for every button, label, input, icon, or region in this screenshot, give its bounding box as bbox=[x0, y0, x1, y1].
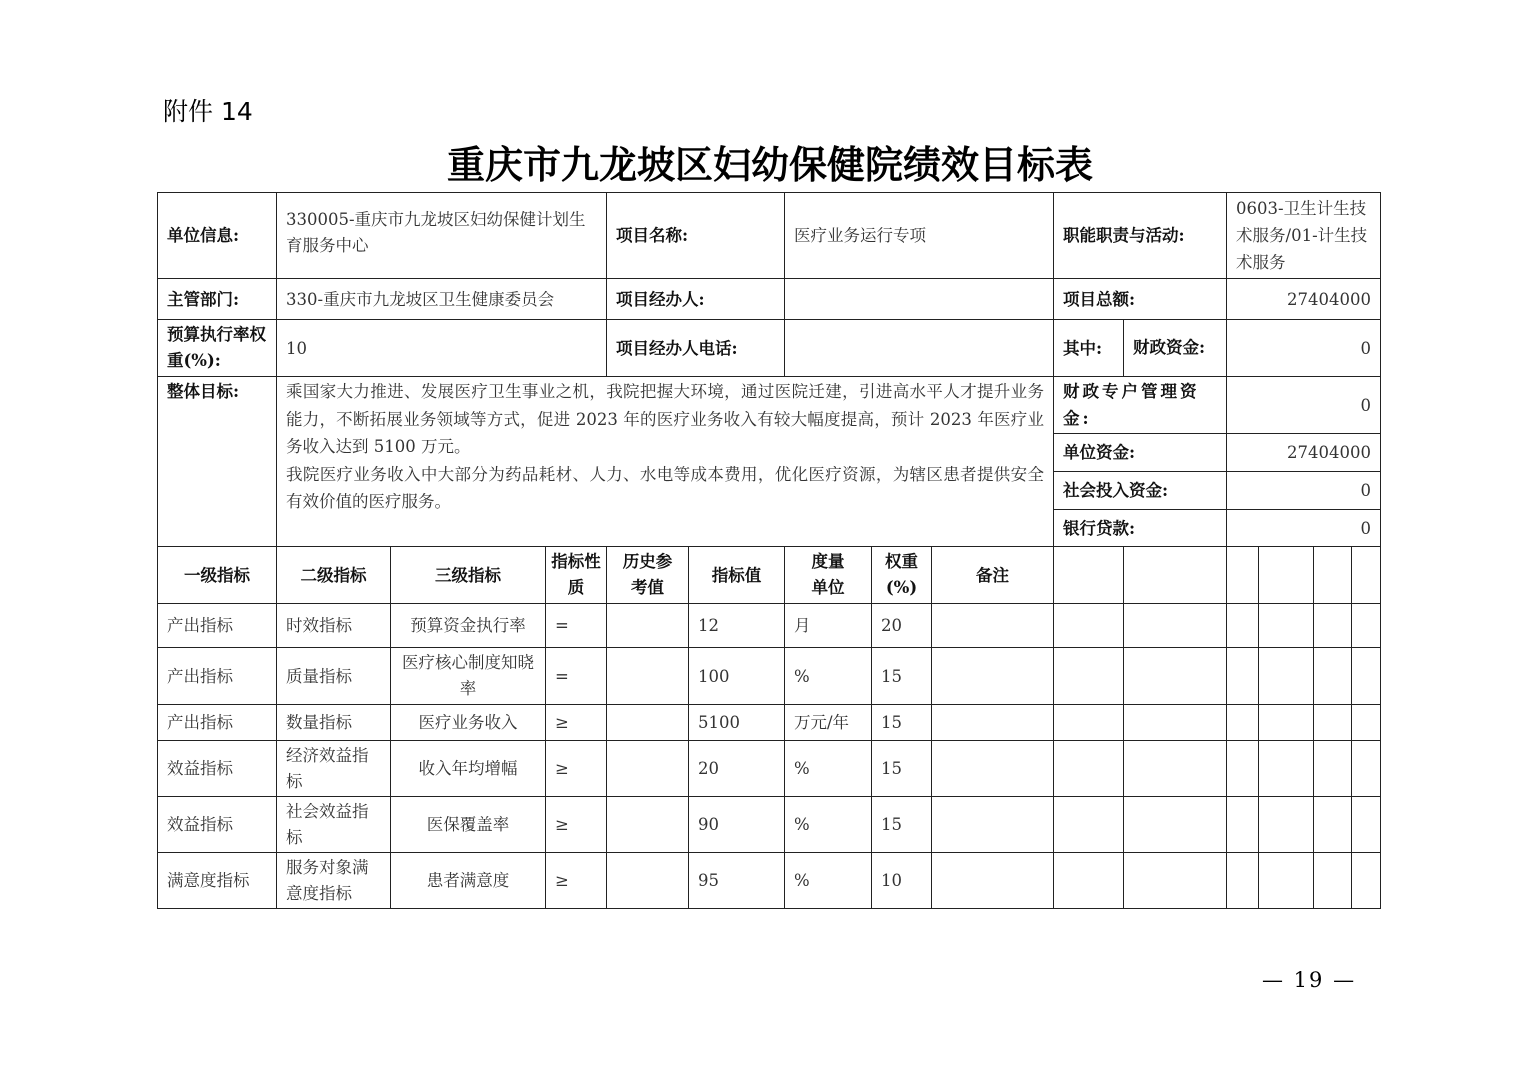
info-row-unit bbox=[158, 193, 1381, 279]
handler-phone-label: 项目经办人电话: bbox=[607, 320, 785, 377]
project-name-label: 项目名称: bbox=[607, 193, 785, 279]
cell-level3: 患者满意度 bbox=[391, 853, 546, 909]
cell-level3: 医保覆盖率 bbox=[391, 797, 546, 853]
cell-unit: 月 bbox=[785, 604, 872, 648]
empty-cell bbox=[1054, 853, 1124, 909]
unit-value: 330005-重庆市九龙坡区妇幼保健计划生育服务中心 bbox=[277, 193, 607, 279]
fiscal-value: 0 bbox=[1227, 320, 1381, 377]
unit-label: 单位信息: bbox=[158, 193, 277, 279]
empty-cell bbox=[1314, 604, 1352, 648]
empty-cell bbox=[1314, 853, 1352, 909]
unit-funds-label: 单位资金: bbox=[1054, 434, 1227, 472]
table-row bbox=[158, 797, 1381, 853]
empty-cell bbox=[1124, 648, 1227, 705]
cell-weight: 15 bbox=[872, 741, 932, 797]
empty-cell bbox=[1054, 604, 1124, 648]
social-label: 社会投入资金: bbox=[1054, 472, 1227, 510]
cell-level1: 产出指标 bbox=[158, 705, 277, 741]
table-row bbox=[158, 604, 1381, 648]
cell-note bbox=[932, 705, 1054, 741]
performance-table bbox=[157, 192, 1381, 909]
cell-history bbox=[607, 604, 689, 648]
attachment-label: 附件 14 bbox=[163, 97, 253, 126]
cell-weight: 10 bbox=[872, 853, 932, 909]
empty-cell bbox=[1227, 705, 1259, 741]
handler-phone-value bbox=[785, 320, 1054, 377]
empty-cell bbox=[1227, 853, 1259, 909]
empty-cell bbox=[1227, 741, 1259, 797]
goal-label: 整体目标: bbox=[158, 377, 277, 547]
empty-cell bbox=[1124, 797, 1227, 853]
cell-level1: 产出指标 bbox=[158, 648, 277, 705]
total-value: 27404000 bbox=[1227, 279, 1381, 320]
empty-cell bbox=[1314, 648, 1352, 705]
cell-nature: ≥ bbox=[546, 797, 607, 853]
unit-funds-value: 27404000 bbox=[1227, 434, 1381, 472]
cell-level3: 医疗核心制度知晓率 bbox=[391, 648, 546, 705]
header-level2: 二级指标 bbox=[277, 547, 391, 604]
header-note: 备注 bbox=[932, 547, 1054, 604]
header-level3: 三级指标 bbox=[391, 547, 546, 604]
empty-cell bbox=[1054, 547, 1124, 604]
empty-cell bbox=[1227, 547, 1259, 604]
empty-cell bbox=[1352, 547, 1381, 604]
cell-note bbox=[932, 741, 1054, 797]
table-row bbox=[158, 648, 1381, 705]
empty-cell bbox=[1227, 797, 1259, 853]
cell-weight: 15 bbox=[872, 705, 932, 741]
empty-cell bbox=[1124, 705, 1227, 741]
cell-note bbox=[932, 648, 1054, 705]
info-row-budget bbox=[158, 320, 1381, 377]
empty-cell bbox=[1314, 547, 1352, 604]
empty-cell bbox=[1054, 741, 1124, 797]
table-row bbox=[158, 705, 1381, 741]
empty-cell bbox=[1314, 797, 1352, 853]
empty-cell bbox=[1259, 705, 1314, 741]
handler-label: 项目经办人: bbox=[607, 279, 785, 320]
cell-value: 100 bbox=[689, 648, 785, 705]
page-title: 重庆市九龙坡区妇幼保健院绩效目标表 bbox=[446, 142, 1093, 187]
cell-value: 95 bbox=[689, 853, 785, 909]
empty-cell bbox=[1352, 604, 1381, 648]
cell-level3: 收入年均增幅 bbox=[391, 741, 546, 797]
fiscal-special-value: 0 bbox=[1227, 377, 1381, 434]
cell-note bbox=[932, 604, 1054, 648]
empty-cell bbox=[1227, 604, 1259, 648]
empty-cell bbox=[1352, 648, 1381, 705]
empty-cell bbox=[1124, 741, 1227, 797]
empty-cell bbox=[1352, 705, 1381, 741]
info-row-dept bbox=[158, 279, 1381, 320]
cell-level1: 满意度指标 bbox=[158, 853, 277, 909]
bank-label: 银行贷款: bbox=[1054, 510, 1227, 547]
cell-unit: % bbox=[785, 853, 872, 909]
among-label: 其中: bbox=[1054, 320, 1124, 377]
budget-rate-value: 10 bbox=[277, 320, 607, 377]
empty-cell bbox=[1259, 547, 1314, 604]
cell-unit: % bbox=[785, 797, 872, 853]
cell-nature: = bbox=[546, 648, 607, 705]
dept-label: 主管部门: bbox=[158, 279, 277, 320]
empty-cell bbox=[1124, 604, 1227, 648]
empty-cell bbox=[1124, 547, 1227, 604]
function-value: 0603-卫生计生技术服务/01-计生技术服务 bbox=[1227, 193, 1381, 279]
cell-value: 20 bbox=[689, 741, 785, 797]
empty-cell bbox=[1054, 797, 1124, 853]
project-name-value: 医疗业务运行专项 bbox=[785, 193, 1054, 279]
function-label: 职能职责与活动: bbox=[1054, 193, 1227, 279]
cell-weight: 15 bbox=[872, 797, 932, 853]
header-weight: 权重(%) bbox=[872, 547, 932, 604]
cell-unit: 万元/年 bbox=[785, 705, 872, 741]
empty-cell bbox=[1352, 741, 1381, 797]
header-history: 历史参考值 bbox=[607, 547, 689, 604]
table-row bbox=[158, 741, 1381, 797]
empty-cell bbox=[1054, 648, 1124, 705]
header-nature: 指标性质 bbox=[546, 547, 607, 604]
header-unit: 度量单位 bbox=[785, 547, 872, 604]
cell-nature: ≥ bbox=[546, 853, 607, 909]
empty-cell bbox=[1259, 797, 1314, 853]
cell-nature: ≥ bbox=[546, 741, 607, 797]
cell-note bbox=[932, 853, 1054, 909]
cell-level3: 预算资金执行率 bbox=[391, 604, 546, 648]
cell-value: 12 bbox=[689, 604, 785, 648]
cell-value: 90 bbox=[689, 797, 785, 853]
cell-level3: 医疗业务收入 bbox=[391, 705, 546, 741]
fiscal-label: 财政资金: bbox=[1124, 320, 1227, 377]
cell-history bbox=[607, 797, 689, 853]
budget-rate-label: 预算执行率权重(%): bbox=[158, 320, 277, 377]
goal-paragraph-1: 乘国家大力推进、发展医疗卫生事业之机，我院把握大环境，通过医院迁建，引进高水平人才提升业务能力，不断拓展业务领域等方式，促进 2023 年的医疗业务收入有较大幅度提高，预计 2023 年医疗业务收入达到 5100 万元。 bbox=[286, 382, 1045, 456]
header-level1: 一级指标 bbox=[158, 547, 277, 604]
cell-level1: 产出指标 bbox=[158, 604, 277, 648]
cell-history bbox=[607, 853, 689, 909]
cell-nature: ≥ bbox=[546, 705, 607, 741]
empty-cell bbox=[1352, 853, 1381, 909]
cell-weight: 20 bbox=[872, 604, 932, 648]
handler-value bbox=[785, 279, 1054, 320]
cell-value: 5100 bbox=[689, 705, 785, 741]
dept-value: 330-重庆市九龙坡区卫生健康委员会 bbox=[277, 279, 607, 320]
cell-level2: 社会效益指标 bbox=[277, 797, 391, 853]
cell-level2: 质量指标 bbox=[277, 648, 391, 705]
empty-cell bbox=[1227, 648, 1259, 705]
cell-level2: 时效指标 bbox=[277, 604, 391, 648]
header-value: 指标值 bbox=[689, 547, 785, 604]
empty-cell bbox=[1259, 853, 1314, 909]
empty-cell bbox=[1314, 705, 1352, 741]
empty-cell bbox=[1314, 741, 1352, 797]
cell-level1: 效益指标 bbox=[158, 797, 277, 853]
empty-cell bbox=[1259, 648, 1314, 705]
bank-value: 0 bbox=[1227, 510, 1381, 547]
cell-history bbox=[607, 705, 689, 741]
fiscal-special-label: 财政专户管理资金: bbox=[1054, 377, 1227, 434]
cell-history bbox=[607, 741, 689, 797]
goal-text bbox=[277, 377, 1054, 547]
cell-level2: 数量指标 bbox=[277, 705, 391, 741]
empty-cell bbox=[1259, 741, 1314, 797]
total-label: 项目总额: bbox=[1054, 279, 1227, 320]
empty-cell bbox=[1124, 853, 1227, 909]
empty-cell bbox=[1259, 604, 1314, 648]
cell-level2: 经济效益指标 bbox=[277, 741, 391, 797]
cell-history bbox=[607, 648, 689, 705]
cell-note bbox=[932, 797, 1054, 853]
page-number: — 19 — bbox=[1262, 968, 1357, 992]
goal-paragraph-2: 我院医疗业务收入中大部分为药品耗材、人力、水电等成本费用，优化医疗资源，为辖区患者提供安全有效价值的医疗服务。 bbox=[286, 464, 1045, 511]
info-row-goal bbox=[158, 377, 1381, 434]
table-row bbox=[158, 853, 1381, 909]
cell-weight: 15 bbox=[872, 648, 932, 705]
social-value: 0 bbox=[1227, 472, 1381, 510]
cell-nature: = bbox=[546, 604, 607, 648]
cell-unit: % bbox=[785, 648, 872, 705]
cell-unit: % bbox=[785, 741, 872, 797]
indicator-header-row bbox=[158, 547, 1381, 604]
empty-cell bbox=[1054, 705, 1124, 741]
empty-cell bbox=[1352, 797, 1381, 853]
cell-level1: 效益指标 bbox=[158, 741, 277, 797]
cell-level2: 服务对象满意度指标 bbox=[277, 853, 391, 909]
